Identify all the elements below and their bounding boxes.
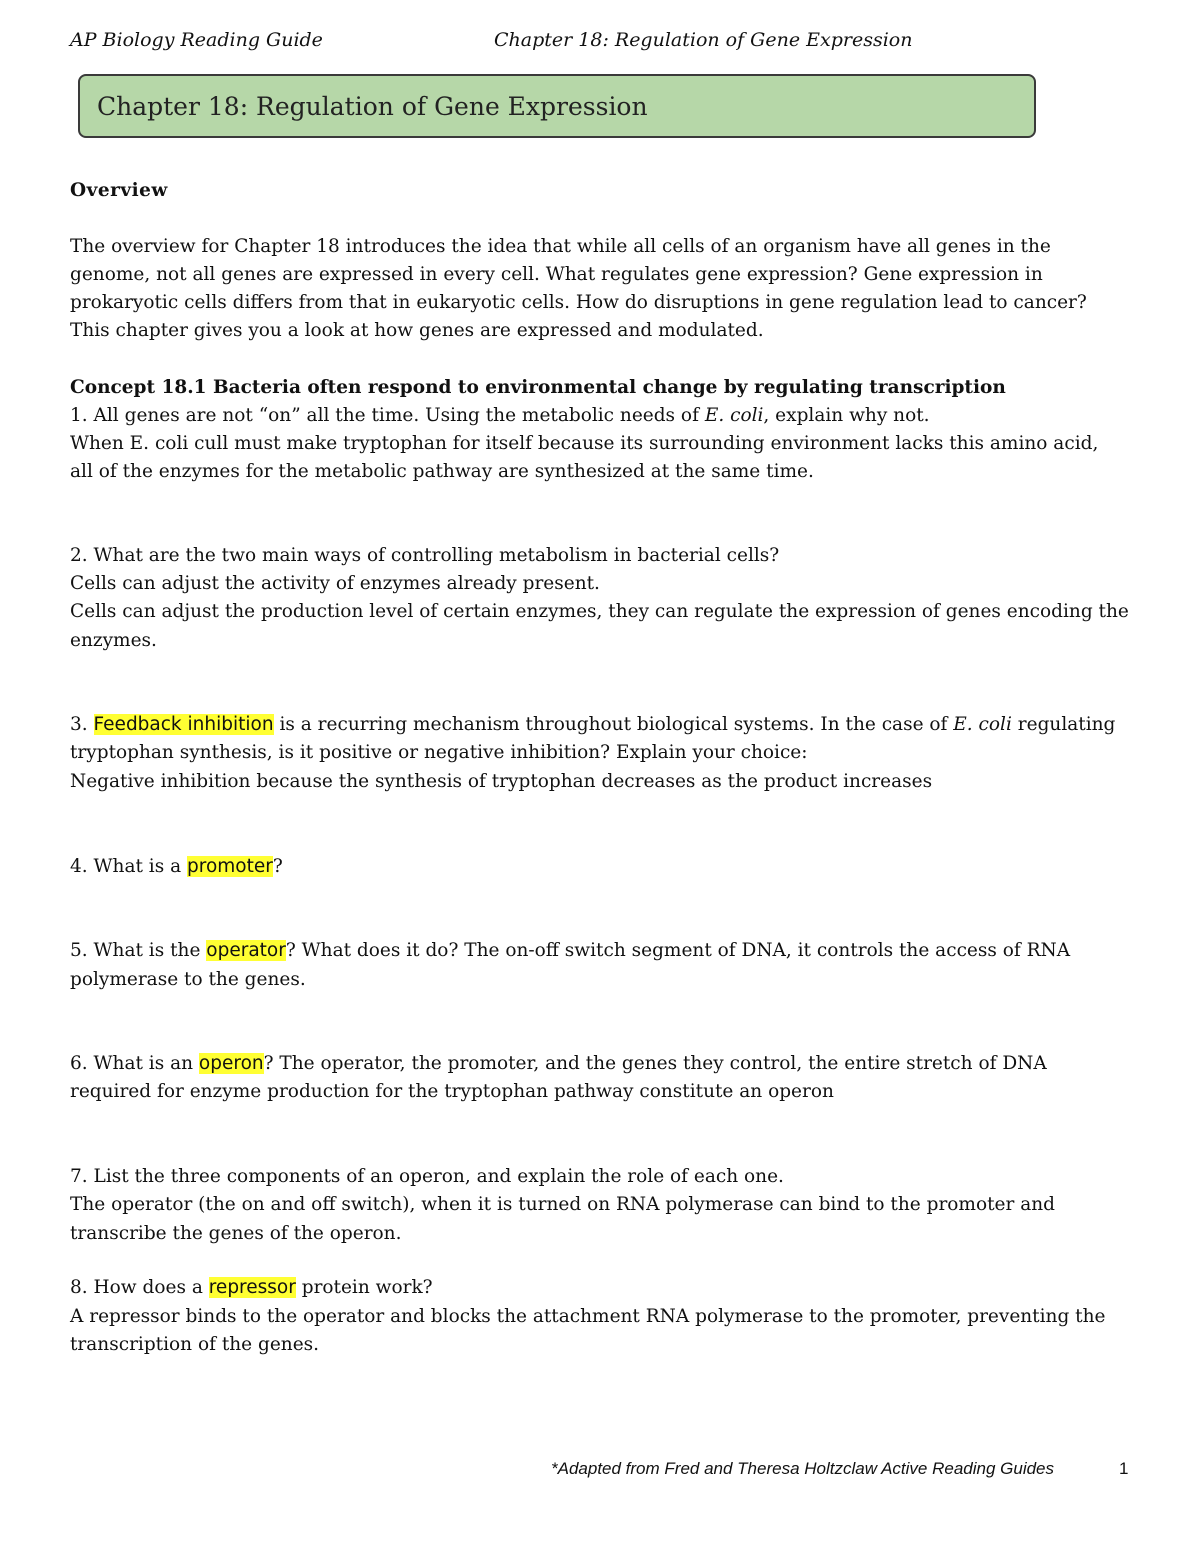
q6-highlighted-term: operon xyxy=(198,1053,264,1074)
answer-2-line-2: Cells can adjust the production level of certain enzymes, they can regulate the expression of genes encoding the xyxy=(70,601,1129,622)
q8-highlighted-term: repressor xyxy=(208,1277,296,1298)
q5-text-pre: 5. What is the xyxy=(70,940,207,961)
answer-7-line-1: The operator (the on and off switch), when it is turned on RNA polymerase can bind to the promoter and xyxy=(70,1194,1056,1215)
question-7: 7. List the three components of an operon, and explain the role of each one. xyxy=(70,1166,784,1187)
answer-1-line-1: When E. coli cull must make tryptophan for itself because its surrounding environment lacks this amino acid, xyxy=(70,433,1099,454)
question-3 xyxy=(70,711,1115,739)
q1-text-pre: 1. All genes are not “on” all the time. Using the metabolic needs of xyxy=(70,405,705,426)
question-4 xyxy=(70,853,283,881)
question-3-line-2: tryptophan synthesis, is it positive or negative inhibition? Explain your choice: xyxy=(70,742,808,763)
answer-1-line-2: all of the enzymes for the metabolic pathway are synthesized at the same time. xyxy=(70,461,814,482)
overview-line-1: The overview for Chapter 18 introduces the idea that while all cells of an organism have all genes in the xyxy=(70,236,1051,257)
answer-2-line-3: enzymes. xyxy=(70,630,157,651)
question-5 xyxy=(70,937,1070,965)
footer-credit: *Adapted from Fred and Theresa Holtzclaw Active Reading Guides xyxy=(551,1459,1055,1478)
q3-highlighted-term: Feedback inhibition xyxy=(93,714,274,735)
overview-line-3: prokaryotic cells differs from that in eukaryotic cells. How do disruptions in gene regulation lead to cancer? xyxy=(70,292,1087,313)
q4-text-pre: 4. What is a xyxy=(70,856,188,877)
answer-8-line-1: A repressor binds to the operator and blocks the attachment RNA polymerase to the promoter, preventing the xyxy=(70,1306,1106,1327)
q5-highlighted-term: operator xyxy=(206,940,286,961)
overview-heading: Overview xyxy=(70,180,168,201)
question-6 xyxy=(70,1050,1047,1078)
concept-heading: Concept 18.1 Bacteria often respond to environmental change by regulating transcription xyxy=(70,377,1006,398)
q6-text-post: ? The operator, the promoter, and the genes they control, the entire stretch of DNA xyxy=(263,1053,1047,1074)
question-2: 2. What are the two main ways of controlling metabolism in bacterial cells? xyxy=(70,545,780,566)
question-8 xyxy=(70,1274,433,1302)
overview-line-2: genome, not all genes are expressed in every cell. What regulates gene expression? Gene expression in xyxy=(70,264,1043,285)
answer-2-line-1: Cells can adjust the activity of enzymes already present. xyxy=(70,573,600,594)
chapter-title-box xyxy=(78,74,1036,138)
running-header-left: AP Biology Reading Guide xyxy=(70,29,323,51)
answer-3: Negative inhibition because the synthesis of tryptophan decreases as the product increases xyxy=(70,771,933,792)
q8-text-pre: 8. How does a xyxy=(70,1277,209,1298)
answer-8-line-2: transcription of the genes. xyxy=(70,1334,320,1355)
q4-highlighted-term: promoter xyxy=(187,856,273,877)
chapter-title: Chapter 18: Regulation of Gene Expression xyxy=(97,92,648,121)
q5-text-post: ? What does it do? The on-off switch segment of DNA, it controls the access of RNA xyxy=(285,940,1071,961)
q3-text-post: regulating xyxy=(1011,714,1116,735)
q3-text-pre: is a recurring mechanism throughout biological systems. In the case of xyxy=(273,714,954,735)
q1-text-italic: E. coli xyxy=(704,405,764,426)
question-1 xyxy=(70,402,930,430)
q4-text-post: ? xyxy=(272,856,283,877)
page-number: 1 xyxy=(1119,1459,1129,1478)
q1-text-post: , explain why not. xyxy=(763,405,930,426)
q3-number: 3. xyxy=(70,714,94,735)
q8-text-post: protein work? xyxy=(295,1277,433,1298)
question-6-line-2: required for enzyme production for the tryptophan pathway constitute an operon xyxy=(70,1081,834,1102)
overview-line-4: This chapter gives you a look at how genes are expressed and modulated. xyxy=(70,320,764,341)
question-5-line-2: polymerase to the genes. xyxy=(70,969,306,990)
q3-text-italic: E. coli xyxy=(953,714,1012,735)
answer-7-line-2: transcribe the genes of the operon. xyxy=(70,1223,402,1244)
q6-text-pre: 6. What is an xyxy=(70,1053,199,1074)
running-header-right: Chapter 18: Regulation of Gene Expression xyxy=(494,29,913,51)
